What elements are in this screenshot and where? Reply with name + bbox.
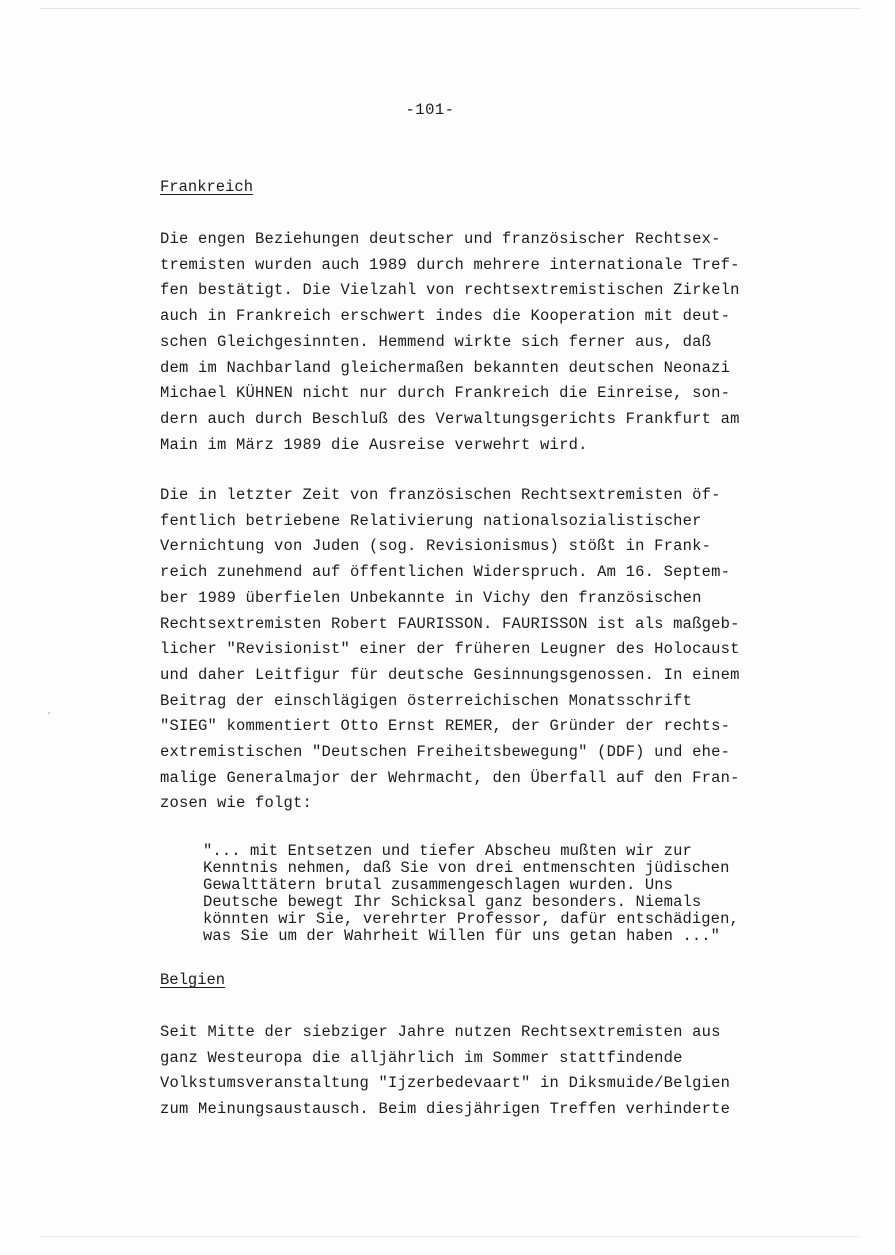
- paragraph-frankreich-1: [160, 227, 810, 458]
- text-line: Beitrag der einschlägigen österreichischen Monatsschrift: [160, 691, 693, 710]
- paragraph-belgien-1: [160, 1020, 810, 1123]
- text-line: reich zunehmend auf öffentlichen Widerspruch. Am 16. Septem-: [160, 563, 731, 582]
- quote-line: Kenntnis nehmen, daß Sie von drei entmenschten jüdischen: [203, 859, 730, 877]
- text-line: "SIEG" kommentiert Otto Ernst REMER, der Gründer der rechts-: [160, 717, 731, 736]
- text-line: ganz Westeuropa die alljährlich im Sommer stattfindende: [160, 1048, 683, 1067]
- scan-speck: [48, 712, 50, 714]
- section-heading-belgien: Belgien: [160, 971, 226, 989]
- text-line: Michael KÜHNEN nicht nur durch Frankreich die Einreise, son-: [160, 384, 731, 403]
- text-line: malige Generalmajor der Wehrmacht, den Überfall auf den Fran-: [160, 768, 740, 787]
- text-line: ber 1989 überfielen Unbekannte in Vichy den französischen: [160, 588, 702, 607]
- text-line: fentlich betriebene Relativierung nationalsozialistischer: [160, 511, 702, 530]
- quote-line: "... mit Entsetzen und tiefer Abscheu mußten wir zur: [203, 842, 692, 860]
- text-line: dem im Nachbarland gleichermaßen bekannten deutschen Neonazi: [160, 358, 731, 377]
- text-line: extremistischen "Deutschen Freiheitsbewegung" (DDF) und ehe-: [160, 743, 731, 762]
- quote-line: was Sie um der Wahrheit Willen für uns getan haben ...": [203, 927, 721, 945]
- scan-edge-bottom: [40, 1236, 860, 1237]
- text-line: Die engen Beziehungen deutscher und französischer Rechtsex-: [160, 230, 721, 248]
- text-line: zosen wie folgt:: [160, 794, 313, 813]
- text-line: Main im März 1989 die Ausreise verwehrt wird.: [160, 435, 588, 454]
- text-line: dern auch durch Beschluß des Verwaltungsgerichts Frankfurt am: [160, 409, 740, 428]
- text-line: und daher Leitfigur für deutsche Gesinnungsgenossen. In einem: [160, 665, 740, 684]
- text-line: Die in letzter Zeit von französischen Rechtsextremisten öf-: [160, 486, 721, 504]
- text-line: Volkstumsveranstaltung "Ijzerbedevaart" in Diksmuide/Belgien: [160, 1074, 731, 1093]
- quote-line: könnten wir Sie, verehrter Professor, dafür entschädigen,: [203, 910, 739, 928]
- page-number: -101-: [405, 101, 455, 119]
- paragraph-frankreich-2: [160, 483, 810, 817]
- text-line: auch in Frankreich erschwert indes die Kooperation mit deut-: [160, 307, 731, 326]
- block-quote: [203, 843, 813, 945]
- text-line: Seit Mitte der siebziger Jahre nutzen Rechtsextremisten aus: [160, 1023, 721, 1041]
- text-line: fen bestätigt. Die Vielzahl von rechtsextremistischen Zirkeln: [160, 281, 740, 300]
- quote-line: Gewalttätern brutal zusammengeschlagen wurden. Uns: [203, 876, 674, 894]
- text-line: zum Meinungsaustausch. Beim diesjährigen Treffen verhinderte: [160, 1100, 731, 1119]
- text-line: tremisten wurden auch 1989 durch mehrere internationale Tref-: [160, 255, 740, 274]
- scan-edge-top: [40, 8, 860, 9]
- quote-line: Deutsche bewegt Ihr Schicksal ganz besonders. Niemals: [203, 893, 702, 911]
- text-line: schen Gleichgesinnten. Hemmend wirkte sich ferner aus, daß: [160, 332, 712, 351]
- section-heading-frankreich: Frankreich: [160, 178, 254, 196]
- text-line: licher "Revisionist" einer der früheren Leugner des Holocaust: [160, 640, 740, 659]
- text-line: Vernichtung von Juden (sog. Revisionismus) stößt in Frank-: [160, 537, 712, 556]
- text-line: Rechtsextremisten Robert FAURISSON. FAURISSON ist als maßgeb-: [160, 614, 740, 633]
